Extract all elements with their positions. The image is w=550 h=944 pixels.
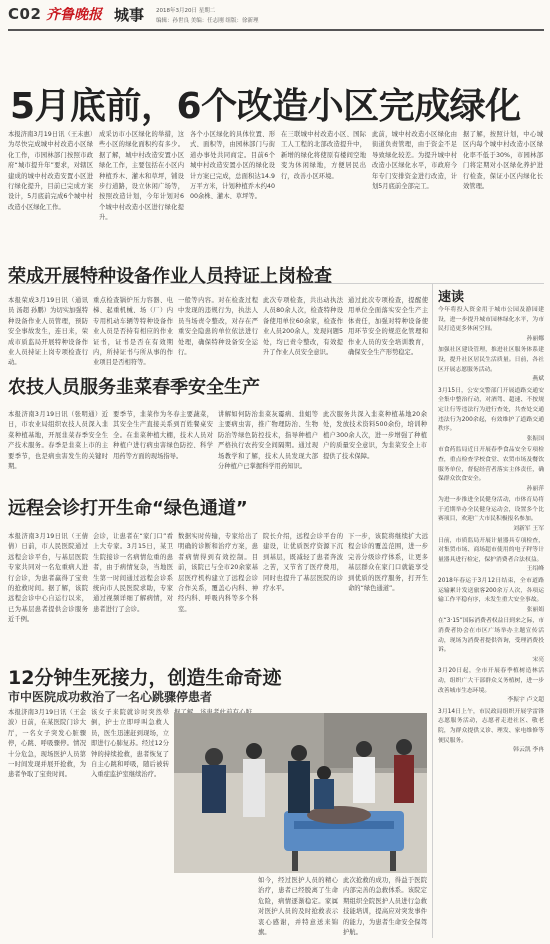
story4-col-5: 下一步，该院将继续扩大远程会诊的覆盖范围，进一步完善分级诊疗体系，让更多基层群众在家门口就能享受到优质的医疗服务，打开生命的“绿色通道”。 bbox=[348, 533, 428, 593]
sidebar-byline: 刘新军 王军 bbox=[513, 526, 544, 533]
sidebar-item: 3月20日起，全市开展春季植树造林活动，组织广大干部群众义务植树，进一步改善城市生态环境。 李振宇 卢文超 bbox=[438, 667, 544, 705]
story4-col-3: 数据实时传输，专家给出了明确的诊断和治疗方案，患者病情得到有效控制。目前，该院已与全市20余家基层医疗机构建立了远程会诊合作关系，覆盖心内科、神经内科、呼吸内科等多个科室。 bbox=[178, 533, 258, 613]
story2-col-5: 通过此次专项检查，提醒使用单位全面落实安全生产主体责任，加强对特种设备使用环节安全的规范化管理和作业人员的安全培训教育，确保安全生产形势稳定。 bbox=[348, 297, 428, 357]
lead-col-2: 成采访市小区绿化的举措，这些小区的绿化面积约有多少。据了解，城中村改造安置小区绿化工作，主要包括在小区内种植乔木、灌木和草坪，铺设步行道路，设立休闲广场等，按照改造计划，今年计划对6个城中村改造小区进行绿化提升。 bbox=[99, 131, 184, 222]
story5-col-1: 本报济南3月19日讯（王金波）日前，在某医院门诊大厅，一名女子突发心脏骤停，心跳、呼吸骤停。情况十分危急，现场医护人员第一时间发现并展开抢救，为患者争取了宝贵时间。 bbox=[8, 709, 86, 779]
story4-headline: 远程会诊打开生命“绿色通道” bbox=[8, 498, 248, 519]
sidebar-item: 3月15日，公安交警部门开展道路交通安全集中整治行动，对酒驾、超速、不按规定让行等违法行为进行查处，共查处交通违法行为200余起，有效维护了道路交通秩序。 张振国 bbox=[438, 387, 544, 445]
story2-col-1: 本报荣成3月19日讯（通讯员 汤超 孙鹏）为切实加强特种设备作业人员管理，预防安全事故发生，连日来，荣成市质监局开展特种设备作业人员持证上岗专项检查行动。 bbox=[8, 297, 88, 367]
story3-col-1: 本报济南3月19日讯（张明通）近日，市农业局组织农技人员深入韭菜种植基地，开展韭菜春季安全生产技术服务。春季是韭菜上市的主要季节，也是病虫害发生的关键时期。 bbox=[8, 411, 108, 471]
sidebar-item: 2018年春运于3月12日结束，全市道路运输累计发送旅客200余万人次，各项运输工作平稳有序，未发生重大安全事故。 张丽娟 bbox=[438, 577, 544, 615]
story5-headline: 12分钟生死接力，创造生命奇迹 bbox=[8, 667, 282, 689]
sidebar-item: 3月14日上午，市民政局组织开展学雷锋志愿服务活动，志愿者走进社区、敬老院，为群众提供义诊、理发、家电维修等便民服务。 韩云凯 李冉 bbox=[438, 708, 544, 756]
sidebar-item: 为进一步推进全民健身活动，市体育局将于近期举办全民健身运动会，设置多个比赛项目，欢迎广大市民积极报名参加。 刘新军 王军 bbox=[438, 496, 544, 534]
sidebar-item: 在“3·15”国际消费者权益日到来之际，市消费者协会在市区广场举办主题宣传活动，现场为消费者提供咨询，受理消费投诉。 宋亮 bbox=[438, 617, 544, 665]
sidebar-byline: 孙丽娜 bbox=[526, 335, 544, 342]
date-line: 2018年3月20日 星期二 bbox=[156, 8, 216, 14]
story2-col-2: 重点检查锅炉压力容器、电梯、起重机械、场（厂）内专用机动车辆等特种设备作业人员是否持有相应的作业证书，证书是否在有效期内，所持证书与所从事的作业项目是否相符等。 bbox=[93, 297, 173, 367]
lead-col-4: 在三联城中村改造小区、国际工人工程的北部改造提升中，新增的绿化将使原有楼间空地变为休闲绿地，方便居民出行，改善小区环境。 bbox=[281, 131, 366, 180]
sidebar-item: 加强社区建设管理，推进社区服务体系建设，提升社区居民生活质量。日前，各社区开展志愿服务活动。 燕斌 bbox=[438, 346, 544, 384]
sidebar-byline: 韩云凯 李冉 bbox=[513, 747, 544, 754]
story3-col-3: 讲解如何防治韭菜灰霉病、韭蛆等主要病虫害，推广物理防治、生物防治等绿色防控技术，指导种植户严格执行农药安全间隔期。通过现场教学和了解，技术人员发现大部分种植户已掌握科学用药知识。 bbox=[218, 411, 318, 471]
lead-col-1: 本报济南3月19日讯（王未惠）为尽快完成城中村改造小区绿化工作，市园林部门按照市政府“城市提升年”要求，对辖区建成的城中村改造安置小区进行绿化提升，目前已完成方案设计，5月底前完成6个城中村改造小区绿化工作。 bbox=[8, 131, 93, 211]
lead-col-3: 各个小区绿化的具体位置、形式、面积等，由园林部门与街道办事处共同商定。目前6个城中村改造安置小区的绿化设计方案已完成，总面积达14.9万平方米，计划种植乔木约4000余株、灌木、草坪等。 bbox=[190, 131, 275, 201]
sidebar-byline: 张丽娟 bbox=[526, 606, 544, 613]
sidebar-byline: 宋亮 bbox=[532, 656, 544, 663]
sidebar-divider bbox=[432, 284, 433, 938]
photo-illustration bbox=[174, 713, 427, 873]
sidebar-byline: 燕斌 bbox=[532, 376, 544, 383]
story5-col-4: 如今，经过医护人员的精心治疗，患者已经脱离了生命危险，病情逐渐稳定。家属对医护人员的及时抢救表示衷心感谢，并特意送来锦旗。 bbox=[258, 877, 338, 937]
rescue-photo bbox=[174, 713, 427, 873]
sidebar-title: 速读 bbox=[438, 290, 465, 305]
sidebar-item: 日前，市质监局开展计量器具专项检查，对集贸市场、商场超市使用的电子秤等计量器具进行检定，保护消费者合法权益。 王绍峰 bbox=[438, 537, 544, 575]
story3-headline: 农技人员服务韭菜春季安全生产 bbox=[8, 377, 260, 398]
sidebar-byline: 张振国 bbox=[526, 435, 544, 442]
story2-col-4: 此次专项检查，共出动执法人员80余人次，检查特种设备使用单位60余家，检查作业人员200余人，发现问题5处，均已责令整改，有效提升了作业人员安全意识。 bbox=[263, 297, 343, 357]
story4-col-1: 本报济南3月19日讯（王倩倩）日前，市人民医院通过远程会诊平台，与基层医院专家共同对一名危重病人进行会诊，为患者赢得了宝贵的抢救时间。据了解，该院远程会诊中心自运行以来，已为基层患者提供会诊服务近千例。 bbox=[8, 533, 88, 624]
story2-col-3: 一般等内容。对在检查过程中发现的违规行为，执法人员当场责令整改，对存在严重安全隐患的单位依法进行处理，确保特种设备安全运行。 bbox=[178, 297, 258, 357]
lead-col-6: 据了解，按照计划，中心城区内每个城中村改造小区绿化率不低于30%，市园林部门将定期对小区绿化养护进行检查，保证小区内绿化长效管理。 bbox=[463, 131, 543, 191]
sidebar-item: 市食药监局近日开展春季食品安全专项检查，重点检查学校食堂、农贸市场及餐饮服务单位，督促经营者落实主体责任，确保群众饮食安全。 孙丽萍 bbox=[438, 446, 544, 494]
masthead-rule bbox=[8, 29, 544, 31]
story3-col-2: 要季节，韭菜作为冬春主要蔬菜，其安全生产直接关系到百姓餐桌安全。在韭菜种植大棚，技术人员对种植户进行病虫害绿色防控、科学用药等方面的现场指导。 bbox=[113, 411, 213, 460]
sidebar-items bbox=[438, 306, 544, 938]
page-number: C02 bbox=[8, 5, 42, 23]
story2-headline: 荣成开展特种设备作业人员持证上岗检查 bbox=[8, 266, 332, 287]
lead-col-5: 此前，城中村改造小区绿化由街道负责管理，由于资金不足导致绿化较差。为提升城中村改造小区绿化水平，市政府今年专门安排资金进行改造，计划5月底前全部完工。 bbox=[372, 131, 457, 191]
lead-headline: 5月底前，6个改造小区完成绿化 bbox=[10, 86, 521, 127]
story5-col-5: 此次抢救的成功，得益于医院内部完善的急救体系。该院定期组织全院医护人员进行急救技能培训，提高应对突发事件的能力，为患者生命安全保驾护航。 bbox=[343, 877, 427, 937]
story4-col-4: 院长介绍，远程会诊平台的建设，让优质医疗资源下沉到基层，既减轻了患者奔波之苦，又节省了医疗费用，同时也提升了基层医院的诊疗水平。 bbox=[263, 533, 343, 593]
story4-col-2: 会诊，让患者在“家门口”看上大专家。3月15日，某卫生院接诊一名病情危重的患者，由于病情复杂，当地医生第一时间通过远程会诊系统向市人民医院求助，专家通过视频详细了解病情，对患者进行了会诊。 bbox=[93, 533, 173, 613]
sidebar-byline: 孙丽萍 bbox=[526, 485, 544, 492]
sidebar-item: 今年将投入资金用于城市公园及游园建设，进一步提升城市园林绿化水平，为市民打造更多休闲空间。 孙丽娜 bbox=[438, 306, 544, 344]
sidebar-byline: 王绍峰 bbox=[526, 566, 544, 573]
story3-col-4: 此次服务共深入韭菜种植基地20余处，发放技术资料500余份，培训种植户300余人次，进一步增强了种植户的质量安全意识，为韭菜安全上市提供了技术保障。 bbox=[323, 411, 427, 460]
sidebar-byline: 李振宇 卢文超 bbox=[507, 697, 544, 704]
editor-line: 编辑：孙世良 美编：任志刚 组版：徐新理 bbox=[156, 18, 259, 24]
story5-subhead: 市中医院成功救治了一名心跳骤停患者 bbox=[8, 690, 213, 704]
story5-col-2: 该女子来院就诊时突然晕倒，护士立即呼叫急救人员，医生迅速赶到现场，立即进行心肺复苏。经过12分钟的持续抢救，患者恢复了自主心跳和呼吸，随后被转入重症监护室继续治疗。 bbox=[91, 709, 169, 779]
section-name: 城事 bbox=[114, 6, 145, 24]
paper-logo: 齐鲁晚报 bbox=[46, 7, 102, 23]
